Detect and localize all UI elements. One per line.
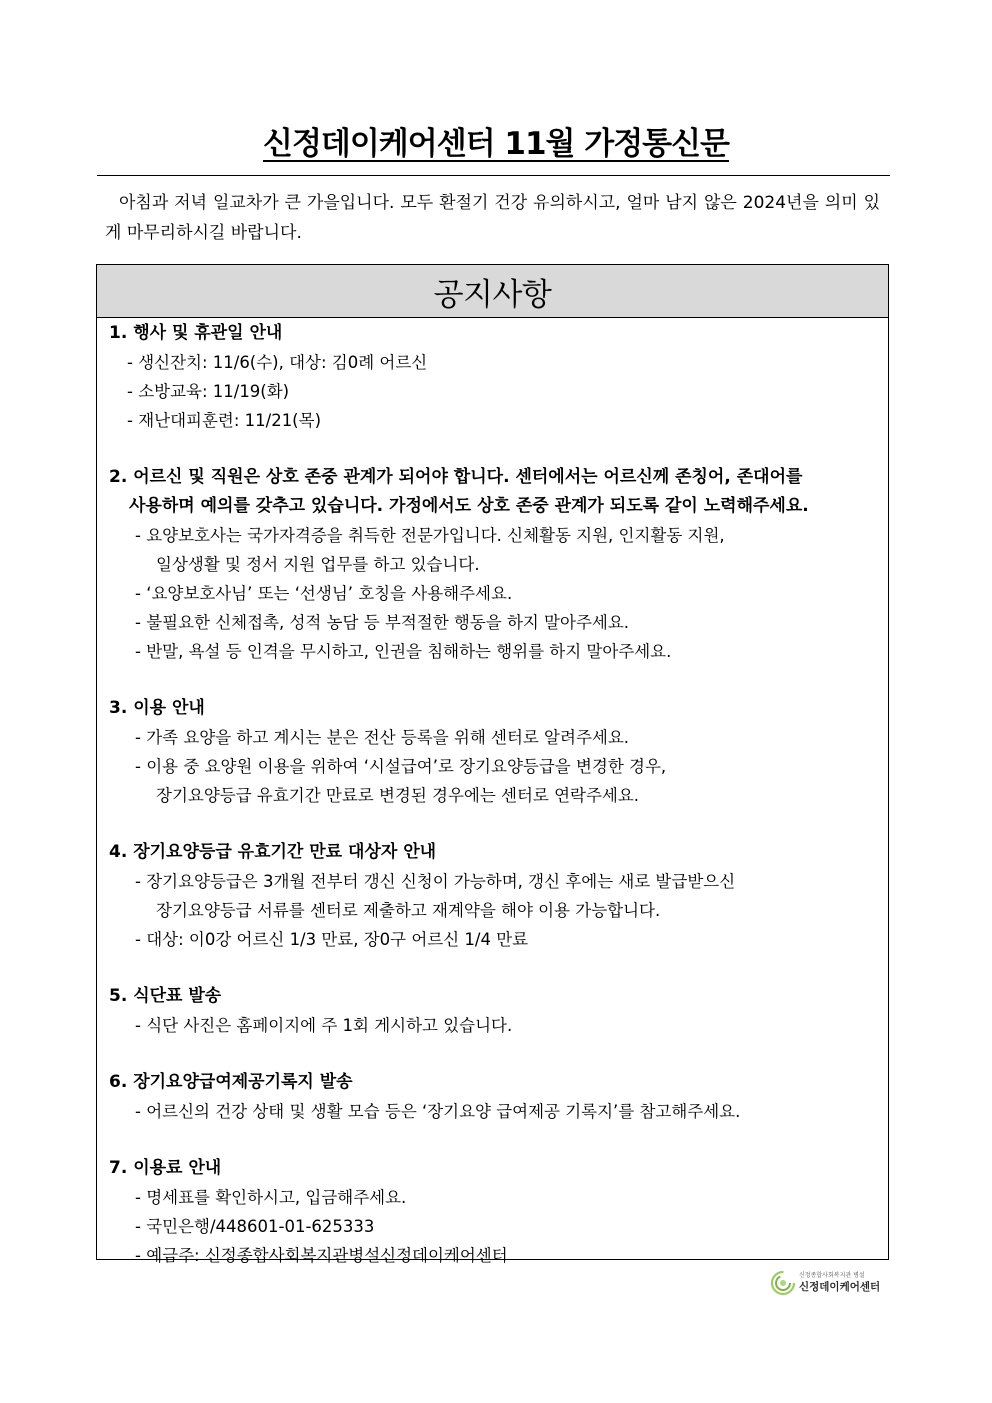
list-item: - 장기요양등급은 3개월 전부터 갱신 신청이 가능하며, 갱신 후에는 새로 발급받으신: [135, 872, 736, 891]
section-title-continued: 사용하며 예의를 갖추고 있습니다. 가정에서도 상호 존중 관계가 되도록 같이 노력해주세요.: [129, 496, 809, 516]
list-item: - 이용 중 요양원 이용을 위하여 ‘시설급여’로 장기요양등급을 변경한 경우,: [135, 757, 667, 776]
section-events: [109, 319, 879, 435]
notice-header: 공지사항: [97, 265, 888, 318]
logo-text: [799, 1272, 880, 1294]
section-title: 4. 장기요양등급 유효기간 만료 대상자 안내: [109, 842, 437, 862]
document-title: 신정데이케어센터 11월 가정통신문: [263, 126, 729, 162]
list-item: - 명세표를 확인하시고, 입금해주세요.: [135, 1188, 407, 1207]
intro-paragraph: 아침과 저녁 일교차가 큰 가을입니다. 모두 환절기 건강 유의하시고, 얼마 남지 않은 2024년을 의미 있게 마무리하시길 바랍니다.: [105, 193, 880, 243]
title-divider: [97, 175, 890, 176]
section-title: 3. 이용 안내: [109, 698, 205, 718]
list-item: - 소방교육: 11/19(화): [127, 382, 290, 401]
section-grade-expiry: [109, 838, 879, 954]
list-item: - 대상: 이0강 어르신 1/3 만료, 장0구 어르신 1/4 만료: [135, 930, 529, 949]
list-item: - 가족 요양을 하고 계시는 분은 전산 등록을 위해 센터로 알려주세요.: [135, 728, 630, 747]
list-item: - 예금주: 신정종합사회복지관병설신정데이케어센터: [135, 1246, 508, 1265]
section-fees: [109, 1154, 879, 1270]
list-item: - 요양보호사는 국가자격증을 취득한 전문가입니다. 신체활동 지원, 인지활동 지원,: [135, 526, 725, 545]
section-care-record: [109, 1068, 879, 1126]
list-item: - 불필요한 신체접촉, 성적 농담 등 부적절한 행동을 하지 말아주세요.: [135, 613, 630, 632]
section-title: 1. 행사 및 휴관일 안내: [109, 323, 283, 343]
section-menu: [109, 982, 879, 1040]
section-mutual-respect: [109, 463, 879, 666]
list-item-continued: 장기요양등급 서류를 센터로 제출하고 재계약을 해야 이용 가능합니다.: [156, 901, 661, 920]
list-item: - 생신잔치: 11/6(수), 대상: 김0례 어르신: [127, 353, 428, 372]
section-title: 7. 이용료 안내: [109, 1158, 222, 1178]
list-item: - 반말, 욕설 등 인격을 무시하고, 인권을 침해하는 행위를 하지 말아주세요.: [135, 642, 672, 661]
notice-box: [96, 264, 889, 1265]
list-item-continued: 장기요양등급 유효기간 만료로 변경된 경우에는 센터로 연락주세요.: [156, 786, 640, 805]
section-usage-guide: [109, 694, 879, 810]
center-logo: [770, 1266, 890, 1300]
notice-content: [109, 319, 879, 1270]
list-item: - 어르신의 건강 상태 및 생활 모습 등은 ‘장기요양 급여제공 기록지’를 참고해주세요.: [135, 1102, 741, 1121]
list-item: - 재난대피훈련: 11/21(목): [127, 411, 322, 430]
logo-subtitle: 신정종합사회복지관 병설: [799, 1272, 865, 1279]
list-item: - 식단 사진은 홈페이지에 주 1회 게시하고 있습니다.: [135, 1016, 513, 1035]
list-item: - ‘요양보호사님’ 또는 ‘선생님’ 호칭을 사용해주세요.: [135, 584, 513, 603]
logo-title: 신정데이케어센터: [799, 1281, 881, 1293]
list-item-continued: 일상생활 및 정서 지원 업무를 하고 있습니다.: [156, 555, 480, 574]
list-item: - 국민은행/448601-01-625333: [135, 1217, 375, 1236]
section-title: 5. 식단표 발송: [109, 986, 222, 1006]
section-title: 2. 어르신 및 직원은 상호 존중 관계가 되어야 합니다. 센터에서는 어르신께 존칭어, 존대어를: [109, 467, 803, 487]
swirl-logo-icon: [770, 1270, 796, 1296]
section-title: 6. 장기요양급여제공기록지 발송: [109, 1072, 353, 1092]
